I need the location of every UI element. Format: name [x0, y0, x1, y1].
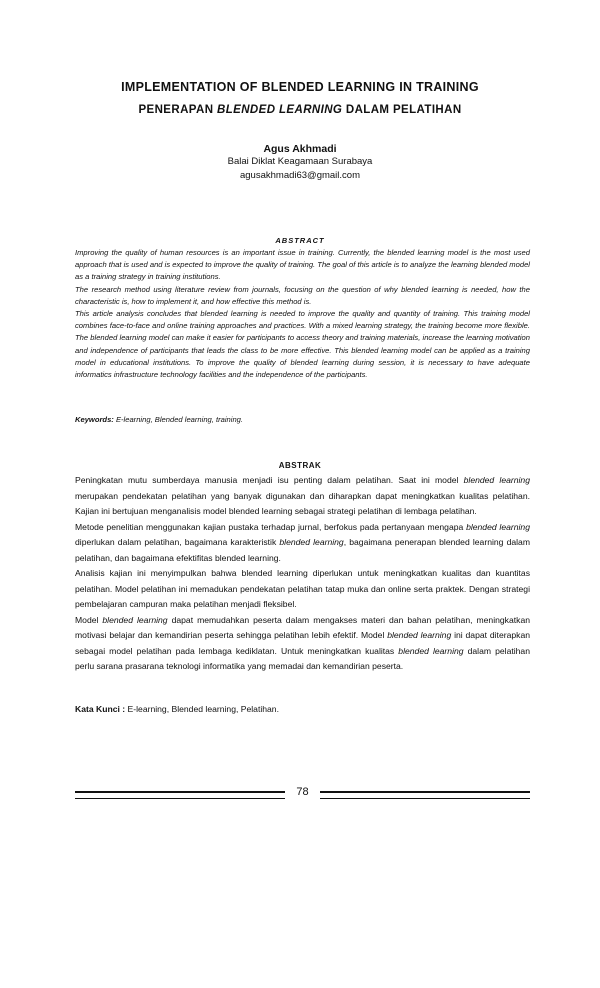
page-footer: [75, 786, 530, 802]
kata-kunci-text: E-learning, Blended learning, Pelatihan.: [127, 704, 279, 714]
keywords-text: E-learning, Blended learning, training.: [115, 415, 244, 424]
subtitle-prefix: PENERAPAN: [138, 104, 214, 116]
keywords-label: Keywords:: [75, 415, 114, 424]
author-name: Agus Akhmadi: [263, 143, 337, 155]
abstract-heading: ABSTRACT: [275, 236, 325, 245]
text-run: diperlukan dalam pelatihan, bagaimana karakteristik: [75, 537, 280, 547]
abstrak-paragraph-1: [75, 473, 530, 520]
paper-subtitle: [0, 104, 600, 116]
footer-rule-right: [320, 791, 530, 799]
text-run: ini dapat diterapkan sebagai model pelatihan pada lembaga kediklatan. Untuk meningkatkan kualitas: [75, 630, 530, 656]
abstract-paragraph: Improving the quality of human resources is an important issue in training. Currently, the blended learning model is the most used approach that is used and is expected to improve the quality of training. The goal of this article is to analyze the learning blended model as a training strategy in training institutions.: [75, 248, 530, 282]
abstract-body: [75, 247, 530, 381]
subtitle-italic: BLENDED LEARNING: [217, 104, 343, 116]
italic-term: blended learning: [463, 475, 530, 485]
abstrak-body: [75, 473, 530, 675]
text-run: Peningkatan mutu sumberdaya manusia menjadi isu penting dalam pelatihan. Saat ini model: [75, 475, 464, 485]
italic-term: blended learning: [279, 537, 344, 547]
italic-term: blended learning: [102, 614, 168, 625]
abstrak-paragraph-2: [75, 520, 530, 567]
paper-title: IMPLEMENTATION OF BLENDED LEARNING IN TRAINING: [121, 80, 479, 94]
page-number: 78: [296, 786, 309, 798]
keywords: [75, 415, 530, 424]
kata-kunci: [75, 704, 530, 714]
text-run: Metode penelitian menggunakan kajian pustaka terhadap jurnal, berfokus pada pertanyaan mengapa: [75, 521, 467, 532]
abstrak-paragraph-3: Analisis kajian ini menyimpulkan bahwa blended learning diperlukan untuk meningkatkan kualitas dan kuantitas pelatihan. Model pelatihan ini memadukan pendekatan pelatihan tatap muka dan online serta praktek. Dengan strategi pembelajaran campuran maka pelatihan menjadi fleksibel.: [75, 568, 530, 609]
text-run: dalam pelatihan perlu sarana prasarana teknologi informatika yang memadai dan kemandirian peserta.: [75, 645, 530, 671]
italic-term: blended learning: [387, 630, 452, 640]
abstrak-heading: ABSTRAK: [278, 461, 322, 470]
text-run: , bagaimana penerapan blended learning dalam pelatihan, dan bagaimana efektifitas blended learning.: [75, 537, 530, 563]
author-email: agusakhmadi63@gmail.com: [239, 170, 360, 181]
footer-rule-left: [75, 791, 285, 799]
abstract-paragraph: This article analysis concludes that blended learning is needed to improve the quality and quantity of training. This training model combines face-to-face and online training approaches and practices. With a mixed learning strategy, the training become more flexible. The blended learning model can make it easier for participants to access theory and training materials, increase the learning motivation and independence of participants that leads the class to be more effective. This blended learning model can be applied as a training model in educational institutions. To improve the quality of blended learning during session, it is necessary to have adequate informatics infrastructure technology facilities and the independence of the participants.: [75, 309, 530, 380]
italic-term: blended learning: [398, 645, 464, 656]
text-run: dapat memudahkan peserta dalam mengakses materi dan bahan pelatihan, meningkatkan motivasi belajar dan kemandirian peserta sehingga pelatihan lebih efektif. Model: [75, 614, 531, 640]
italic-term: blended learning: [466, 521, 530, 532]
text-run: Model: [75, 614, 103, 625]
kata-kunci-label: Kata Kunci :: [75, 704, 126, 714]
text-run: merupakan pendekatan pelatihan yang banyak digunakan dan diharapkan dapat meningkatkan kualitas pelatihan. Kajian ini bertujuan menganalisis model blended learning sebagai strategi pelatihan di lembaga pelatihan.: [75, 490, 530, 516]
abstract-paragraph: The research method using literature review from journals, focusing on the question of why blended learning is needed, how the characteristic is, how to implement it, and how effective this method is.: [75, 284, 530, 306]
abstrak-paragraph-4: [75, 613, 530, 675]
subtitle-suffix: DALAM PELATIHAN: [345, 104, 462, 116]
author-affiliation: Balai Diklat Keagamaan Surabaya: [227, 156, 373, 167]
